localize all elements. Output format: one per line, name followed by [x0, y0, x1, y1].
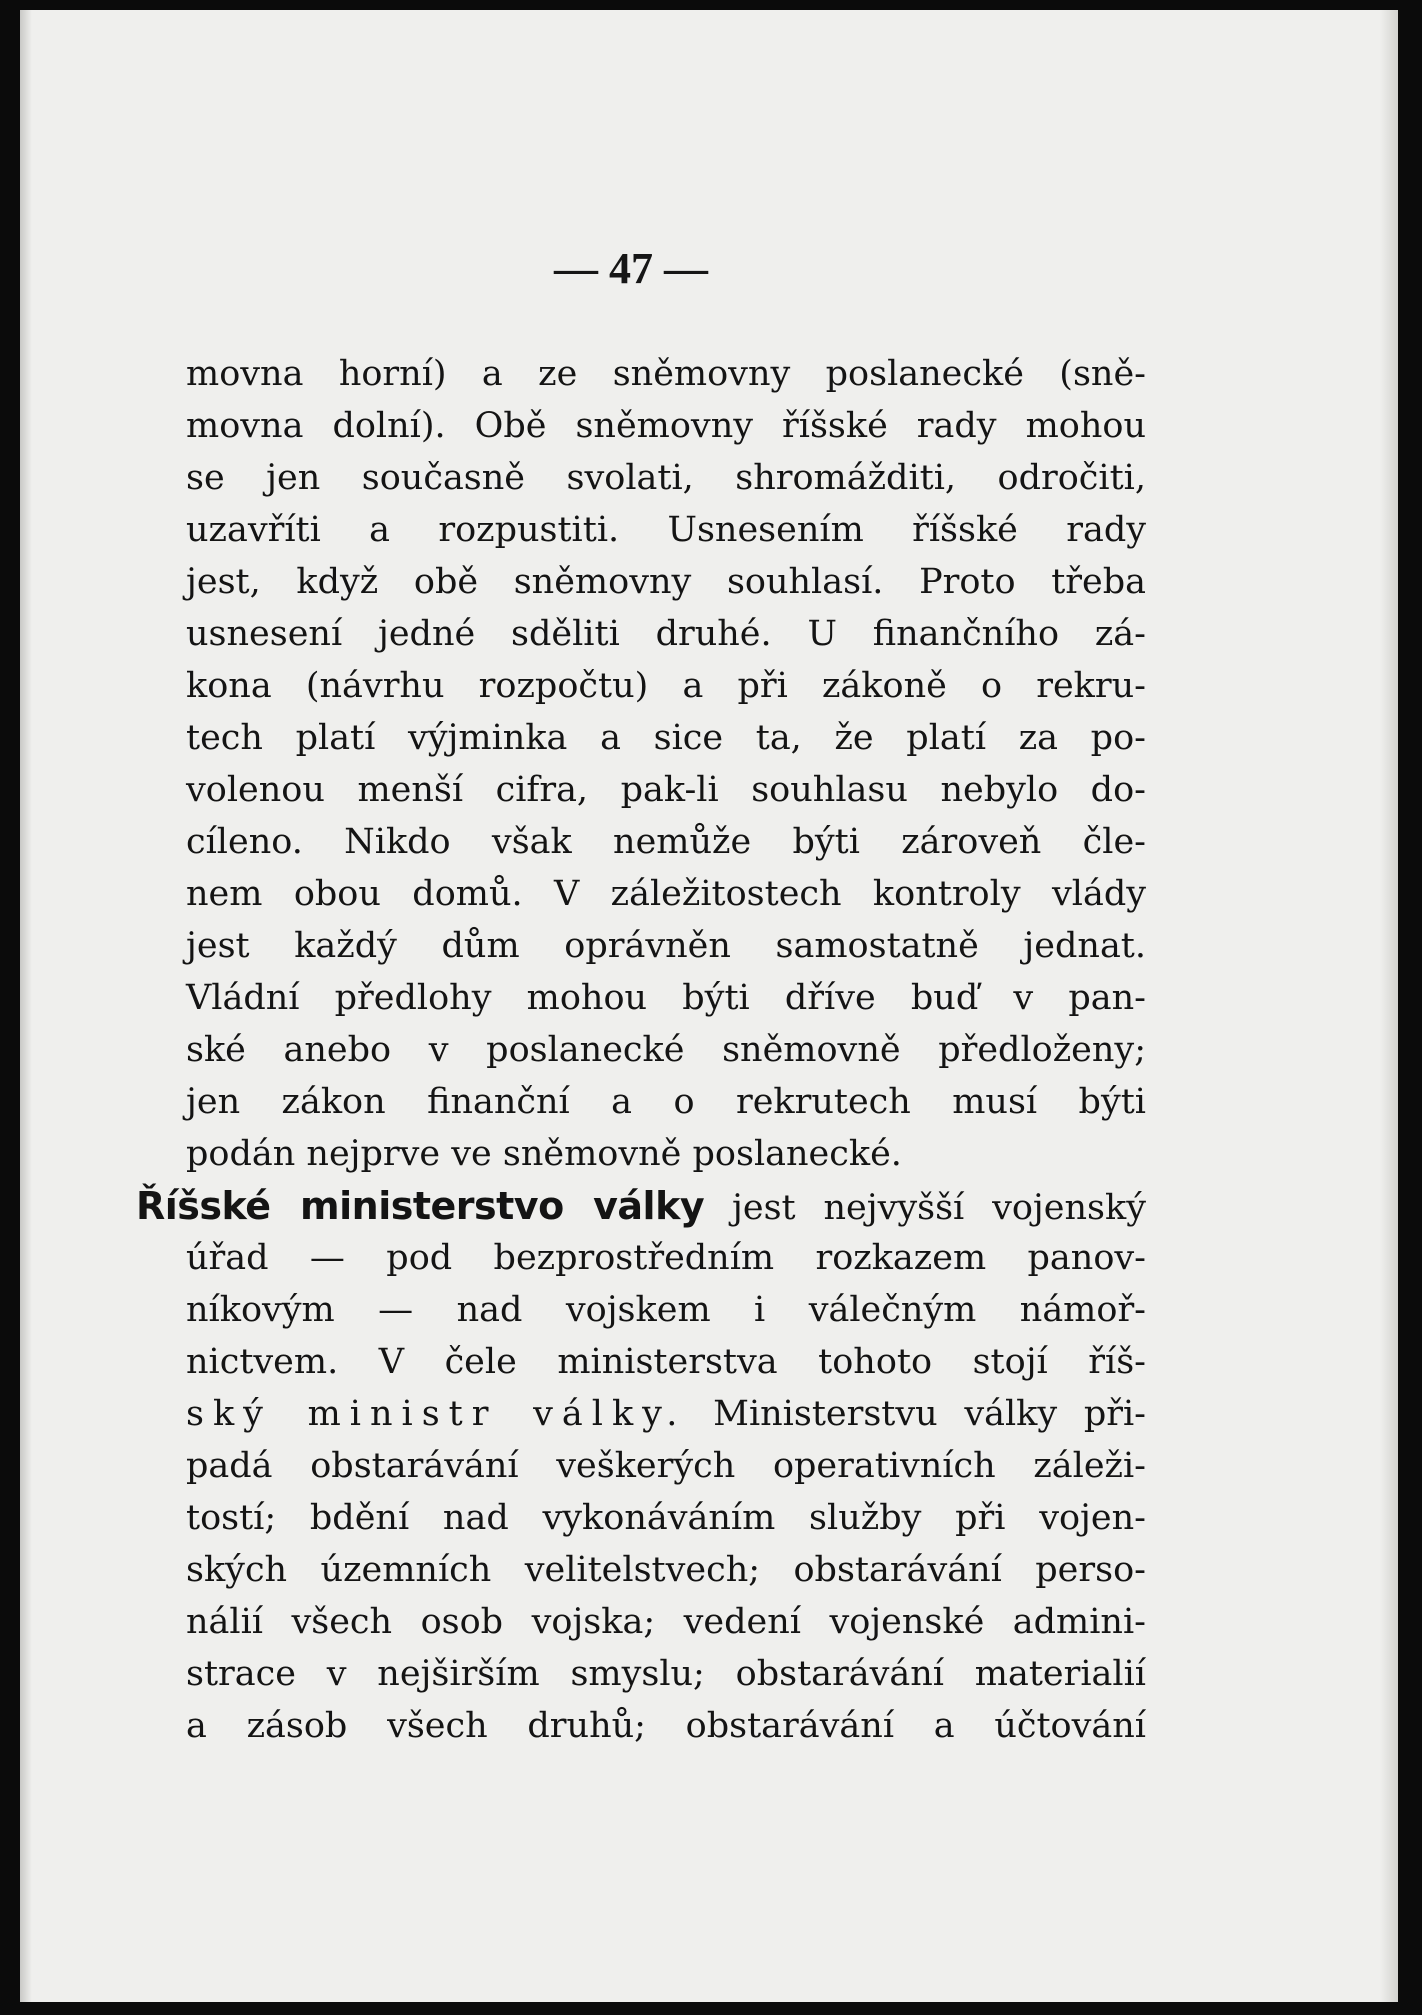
scan-border-left: [0, 0, 20, 2015]
binding-shadow: [20, 10, 32, 2002]
text-line: ských územních velitelstvech; obstarávání perso-: [186, 1550, 1146, 1590]
text-line: se jen současně svolati, shromážditi, odročiti,: [186, 458, 1146, 498]
text-line: volenou menší cifra, pak-li souhlasu nebylo do-: [186, 770, 1146, 810]
scan-border-bottom: [0, 2002, 1422, 2015]
text-line: a zásob všech druhů; obstarávání a účtování: [186, 1706, 1146, 1746]
text-line: padá obstarávání veškerých operativních záleži-: [186, 1446, 1146, 1486]
text-line: jen zákon finanční a o rekrutech musí býti: [186, 1082, 1146, 1122]
text-line: cíleno. Nikdo však nemůže býti zároveň čle-: [186, 822, 1146, 862]
scan-border-top: [0, 0, 1422, 10]
text-line: uzavříti a rozpustiti. Usnesením říšské rady: [186, 510, 1146, 550]
text-line: nem obou domů. V záležitostech kontroly vlády: [186, 874, 1146, 914]
section-heading-line: [136, 1180, 1146, 1232]
text-line: jest každý dům oprávněn samostatně jednat.: [186, 926, 1146, 966]
body-text: [136, 348, 1146, 1752]
text-line: podán nejprve ve sněmovně poslanecké.: [186, 1134, 902, 1174]
text-line: tostí; bdění nad vykonáváním služby při vojen-: [186, 1498, 1146, 1538]
section-term: Říšské ministerstvo války: [136, 1184, 705, 1228]
text-line: ské anebo v poslanecké sněmovně předloženy;: [186, 1030, 1146, 1070]
spaced-title-line: [186, 1388, 1146, 1440]
text-line: níkovým — nad vojskem i válečným námoř-: [186, 1290, 1146, 1330]
page-number: — 47 —: [554, 244, 708, 293]
text-line: jest, když obě sněmovny souhlasí. Proto třeba: [186, 562, 1146, 602]
text-line: nictvem. V čele ministerstva tohoto stojí říš-: [186, 1342, 1146, 1382]
section-line-rest: jest nejvyšší vojenský: [732, 1188, 1146, 1228]
spaced-title: ský ministr války.: [186, 1394, 687, 1434]
spaced-line-rest: Ministerstvu války při-: [713, 1394, 1146, 1434]
scan-border-right: [1398, 0, 1422, 2015]
text-line: strace v nejširším smyslu; obstarávání materialií: [186, 1654, 1146, 1694]
edge-shadow-right: [1380, 10, 1398, 2002]
text-line: tech platí výjminka a sice ta, že platí za po-: [186, 718, 1146, 758]
text-line: movna dolní). Obě sněmovny říšské rady mohou: [186, 406, 1146, 446]
text-line: nálií všech osob vojska; vedení vojenské admini-: [186, 1602, 1146, 1642]
text-line: usnesení jedné sděliti druhé. U finančního zá-: [186, 614, 1146, 654]
text-line: kona (návrhu rozpočtu) a při zákoně o rekru-: [186, 666, 1146, 706]
text-line: úřad — pod bezprostředním rozkazem panov-: [186, 1238, 1146, 1278]
text-line: Vládní předlohy mohou býti dříve buď v pan-: [186, 978, 1146, 1018]
text-line: movna horní) a ze sněmovny poslanecké (sně-: [186, 354, 1146, 394]
